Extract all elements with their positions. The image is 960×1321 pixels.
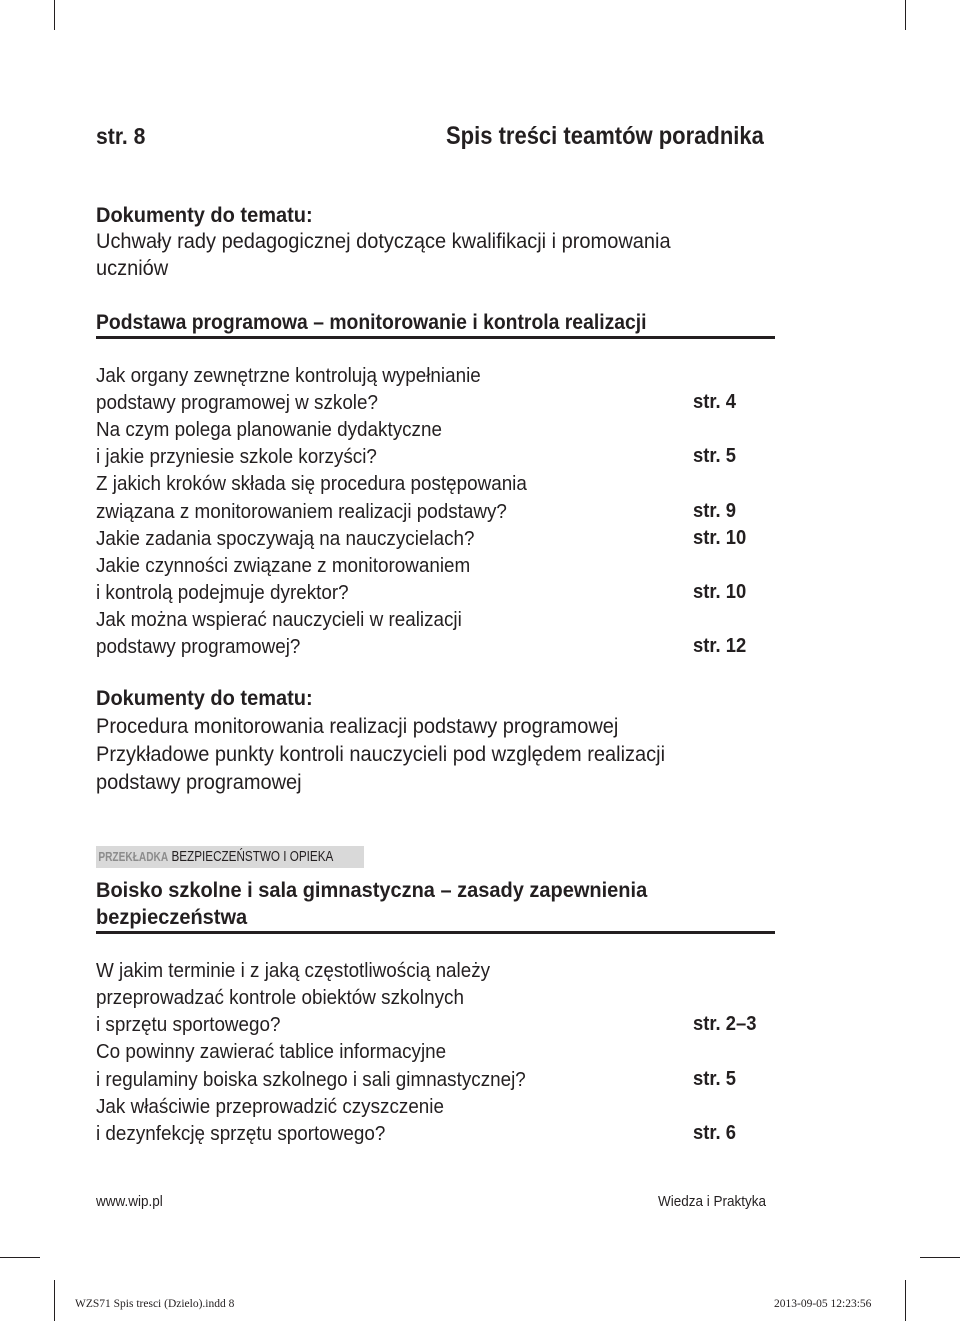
- page-title: Spis treści teamtów poradnika: [446, 122, 764, 150]
- print-slug-timestamp: 2013-09-05 12:23:56: [774, 1298, 872, 1310]
- toc-entry-text: i sprzętu sportowego?: [96, 1013, 281, 1036]
- toc-entry-text: Co powinny zawierać tablice informacyjne: [96, 1040, 447, 1063]
- doc-line: uczniów: [96, 256, 169, 280]
- toc-entry-text: W jakim terminie i z jaką częstotliwością należy: [96, 959, 491, 982]
- toc-entry-page: str. 2–3: [693, 1013, 757, 1035]
- toc-entry-text: Jak można wspierać nauczycieli w realizacji: [96, 608, 462, 631]
- toc-entry-page: str. 12: [693, 635, 747, 657]
- toc-entry-page: str. 4: [693, 391, 736, 413]
- crop-mark: [920, 1257, 960, 1258]
- toc-entry-page: str. 5: [693, 445, 736, 467]
- toc-entry-text: przeprowadzać kontrole obiektów szkolnych: [96, 986, 464, 1009]
- toc-entry-text: podstawy programowej?: [96, 635, 301, 658]
- toc-entry-text: Jakie czynności związane z monitorowaniem: [96, 554, 471, 577]
- doc-line: Procedura monitorowania realizacji podstawy programowej: [96, 714, 619, 738]
- crop-mark: [0, 1257, 40, 1258]
- toc-entry-page: str. 5: [693, 1068, 736, 1090]
- doc-line: Uchwały rady pedagogicznej dotyczące kwalifikacji i promowania: [96, 229, 671, 253]
- toc-entry-text: i kontrolą podejmuje dyrektor?: [96, 581, 349, 604]
- toc-entry-text: i dezynfekcję sprzętu sportowego?: [96, 1122, 386, 1145]
- section-rule: [96, 931, 775, 934]
- toc-entry-text: Jak właściwie przeprowadzić czyszczenie: [96, 1095, 444, 1118]
- crop-mark: [905, 1280, 906, 1321]
- toc-entry-text: podstawy programowej w szkole?: [96, 391, 378, 414]
- section-title: Boisko szkolne i sala gimnastyczna – zasady zapewnienia: [96, 878, 648, 902]
- insert-topic: BEZPIECZEŃSTWO I OPIEKA: [171, 848, 334, 865]
- toc-entry-text: Jakie zadania spoczywają na nauczycielach?: [96, 527, 475, 550]
- insert-label: PRZEKŁADKA: [98, 849, 169, 864]
- section-title: Podstawa programowa – monitorowanie i kontrola realizacji: [96, 310, 647, 334]
- page-label: str. 8: [96, 123, 146, 149]
- crop-mark: [54, 0, 55, 30]
- crop-mark: [54, 1280, 55, 1321]
- doc-line: Przykładowe punkty kontroli nauczycieli pod względem realizacji: [96, 742, 666, 766]
- toc-entry-text: i regulaminy boiska szkolnego i sali gimnastycznej?: [96, 1068, 526, 1091]
- footer-publisher: Wiedza i Praktyka: [658, 1193, 767, 1210]
- doc-line: podstawy programowej: [96, 770, 302, 794]
- print-slug-file: WZS71 Spis tresci (Dzielo).indd 8: [75, 1298, 235, 1310]
- footer-website[interactable]: www.wip.pl: [96, 1193, 163, 1210]
- docs-heading: Dokumenty do tematu:: [96, 686, 313, 710]
- insert-badge: [96, 846, 364, 868]
- toc-entry-page: str. 9: [693, 500, 736, 522]
- toc-entry-page: str. 10: [693, 527, 747, 549]
- toc-entry-page: str. 10: [693, 581, 747, 603]
- crop-mark: [905, 0, 906, 30]
- toc-entry-page: str. 6: [693, 1122, 736, 1144]
- section-rule: [96, 336, 775, 339]
- toc-entry-text: Z jakich kroków składa się procedura postępowania: [96, 472, 527, 495]
- toc-entry-text: Jak organy zewnętrzne kontrolują wypełnianie: [96, 364, 481, 387]
- toc-entry-text: związana z monitorowaniem realizacji podstawy?: [96, 500, 507, 523]
- toc-entry-text: Na czym polega planowanie dydaktyczne: [96, 418, 442, 441]
- section-title: bezpieczeństwa: [96, 905, 248, 929]
- docs-heading: Dokumenty do tematu:: [96, 203, 313, 227]
- toc-entry-text: i jakie przyniesie szkole korzyści?: [96, 445, 377, 468]
